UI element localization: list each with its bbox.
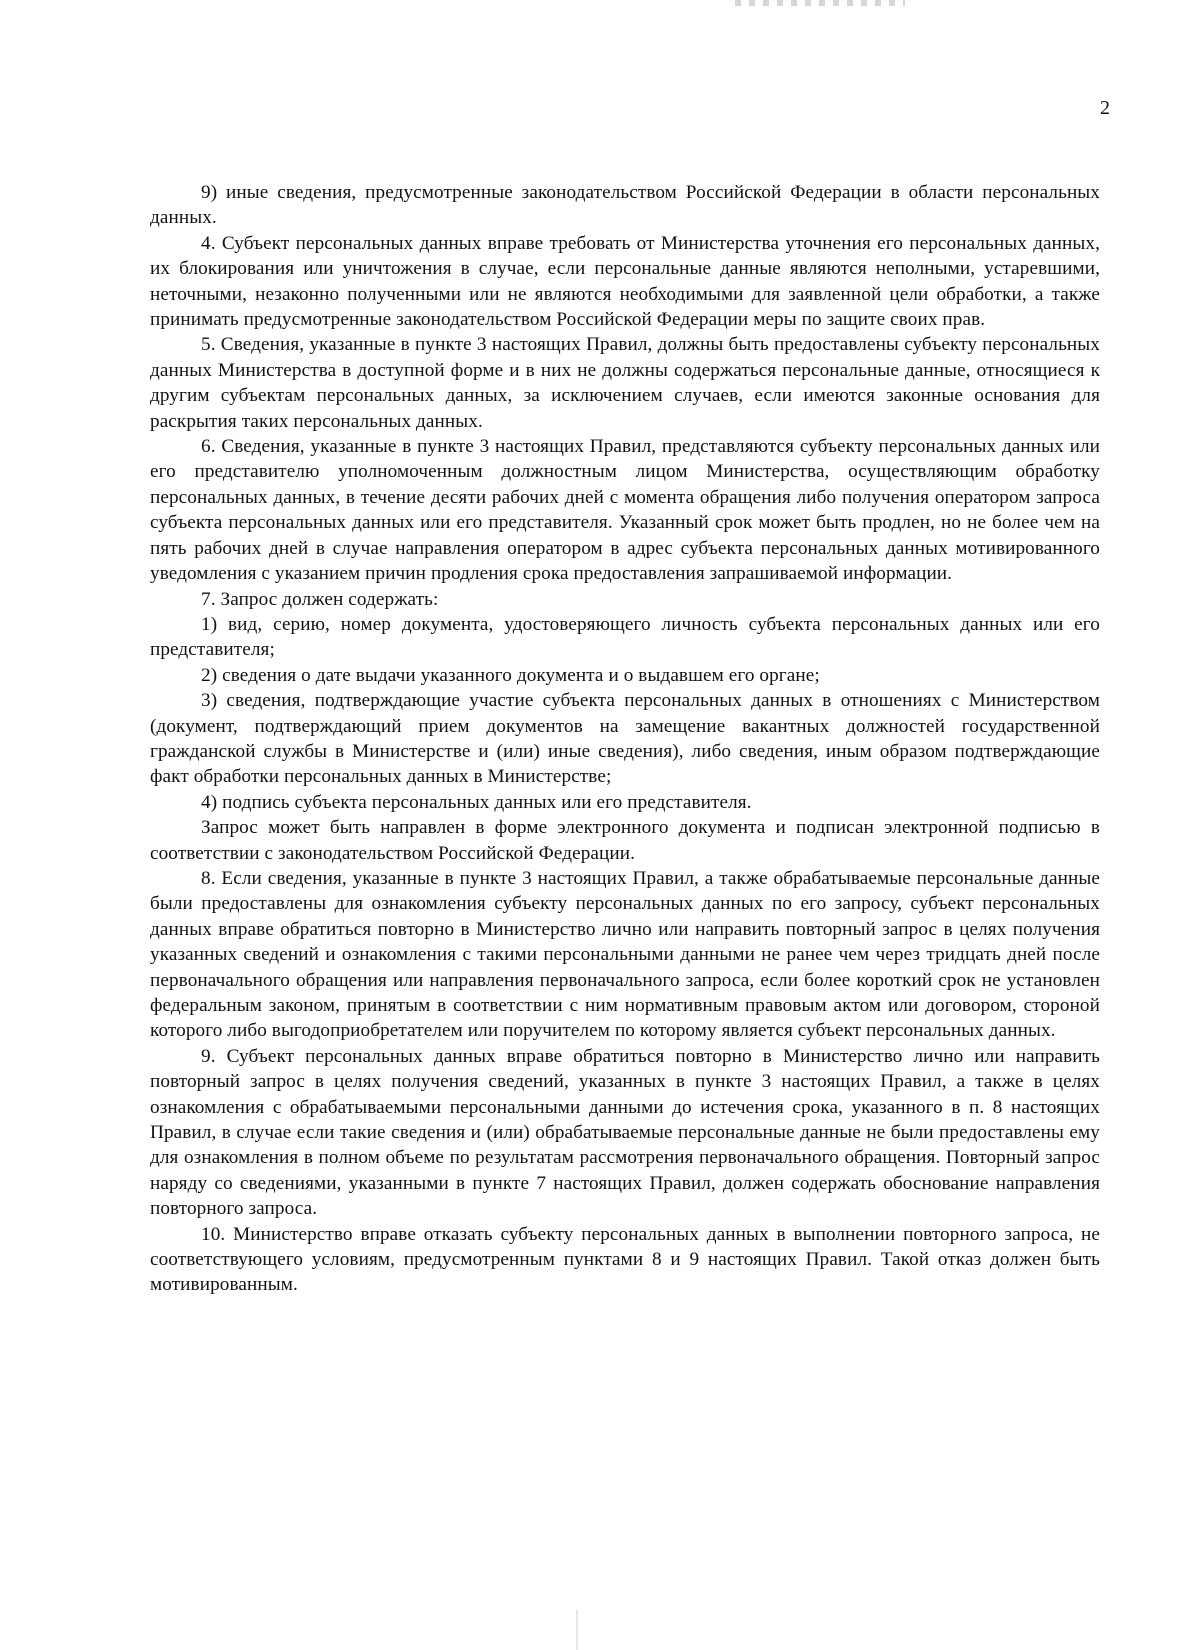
paragraph-6: 6. Сведения, указанные в пункте 3 настоящих Правил, представляются субъекту персональных данных или его представителю уполномоченным должностным лицом Министерства, осуществляющим обработку персональных данных, в течение десяти рабочих дней с момента обращения либо получения оператором запроса субъекта персональных данных или его представителя. Указанный срок может быть продлен, но не более чем на пять рабочих дней в случае направления оператором в адрес субъекта персональных данных мотивированного уведомления с указанием причин продления срока предоставления запрашиваемой информации. — [150, 436, 1100, 585]
paragraph-item-9: 9) иные сведения, предусмотренные законодательством Российской Федерации в области персональных данных. — [150, 182, 1100, 229]
paragraph-10: 10. Министерство вправе отказать субъекту персональных данных в выполнении повторного запроса, не соответствующего условиям, предусмотренным пунктами 8 и 9 настоящих Правил. Такой отказ должен быть мотивированным. — [150, 1223, 1100, 1296]
paragraph-electronic-request: Запрос может быть направлен в форме электронного документа и подписан электронной подписью в соответствии с законодательством Российской Федерации. — [150, 817, 1100, 864]
paragraph-4: 4. Субъект персональных данных вправе требовать от Министерства уточнения его персональных данных, их блокирования или уничтожения в случае, если персональные данные являются неполными, устаревшими, неточными, незаконно полученными или не являются необходимыми для заявленной цели обработки, а также принимать предусмотренные законодательством Российской Федерации меры по защите своих прав. — [150, 232, 1100, 331]
paragraph-5: 5. Сведения, указанные в пункте 3 настоящих Правил, должны быть предоставлены субъекту персональных данных Министерства в доступной форме и в них не должны содержаться персональные данные, относящиеся к другим субъектам персональных данных, за исключением случаев, если имеются законные основания для раскрытия таких персональных данных. — [150, 334, 1100, 432]
paragraph-7: 7. Запрос должен содержать: — [201, 588, 439, 610]
scan-artifact — [735, 0, 905, 6]
paragraph-7-item-4: 4) подпись субъекта персональных данных или его представителя. — [201, 791, 752, 813]
fold-line — [576, 1610, 578, 1650]
paragraph-9: 9. Субъект персональных данных вправе обратиться повторно в Министерство лично или направить повторный запрос в целях получения сведений, указанных в пункте 3 настоящих Правил, а также в целях ознакомления с обрабатываемыми персональными данными до истечения срока, указанного в п. 8 настоящих Правил, в случае если такие сведения и (или) обрабатываемые персональные данные не были предоставлены ему для ознакомления в полном объеме по результатам рассмотрения первоначального обращения. Повторный запрос наряду со сведениями, указанными в пункте 7 настоящих Правил, должен содержать обоснование направления повторного запроса. — [150, 1045, 1100, 1220]
paragraph-7-item-3: 3) сведения, подтверждающие участие субъекта персональных данных в отношениях с Министерством (документ, подтверждающий прием документов на замещение вакантных должностей государственной гражданской службы в Министерстве и (или) иные сведения), либо сведения, иным образом подтверждающие факт обработки персональных данных в Министерстве; — [150, 690, 1100, 788]
document-body — [150, 180, 1100, 1298]
paragraph-8: 8. Если сведения, указанные в пункте 3 настоящих Правил, а также обрабатываемые персональные данные были предоставлены для ознакомления субъекту персональных данных по его запросу, субъект персональных данных вправе обратиться повторно в Министерство лично или направить повторный запрос в целях получения указанных сведений и ознакомления с такими персональными данными не ранее чем через тридцать дней после первоначального обращения или направления первоначального запроса, если более короткий срок не установлен федеральным законом, принятым в соответствии с ним нормативным правовым актом или договором, стороной которого либо выгодоприобретателем или поручителем по которому является субъект персональных данных. — [150, 867, 1100, 1042]
paragraph-7-item-1: 1) вид, серию, номер документа, удостоверяющего личность субъекта персональных данных или его представителя; — [150, 613, 1100, 661]
page-number: 2 — [1100, 97, 1110, 119]
paragraph-7-item-2: 2) сведения о дате выдачи указанного документа и о выдавшем его органе; — [201, 664, 820, 686]
